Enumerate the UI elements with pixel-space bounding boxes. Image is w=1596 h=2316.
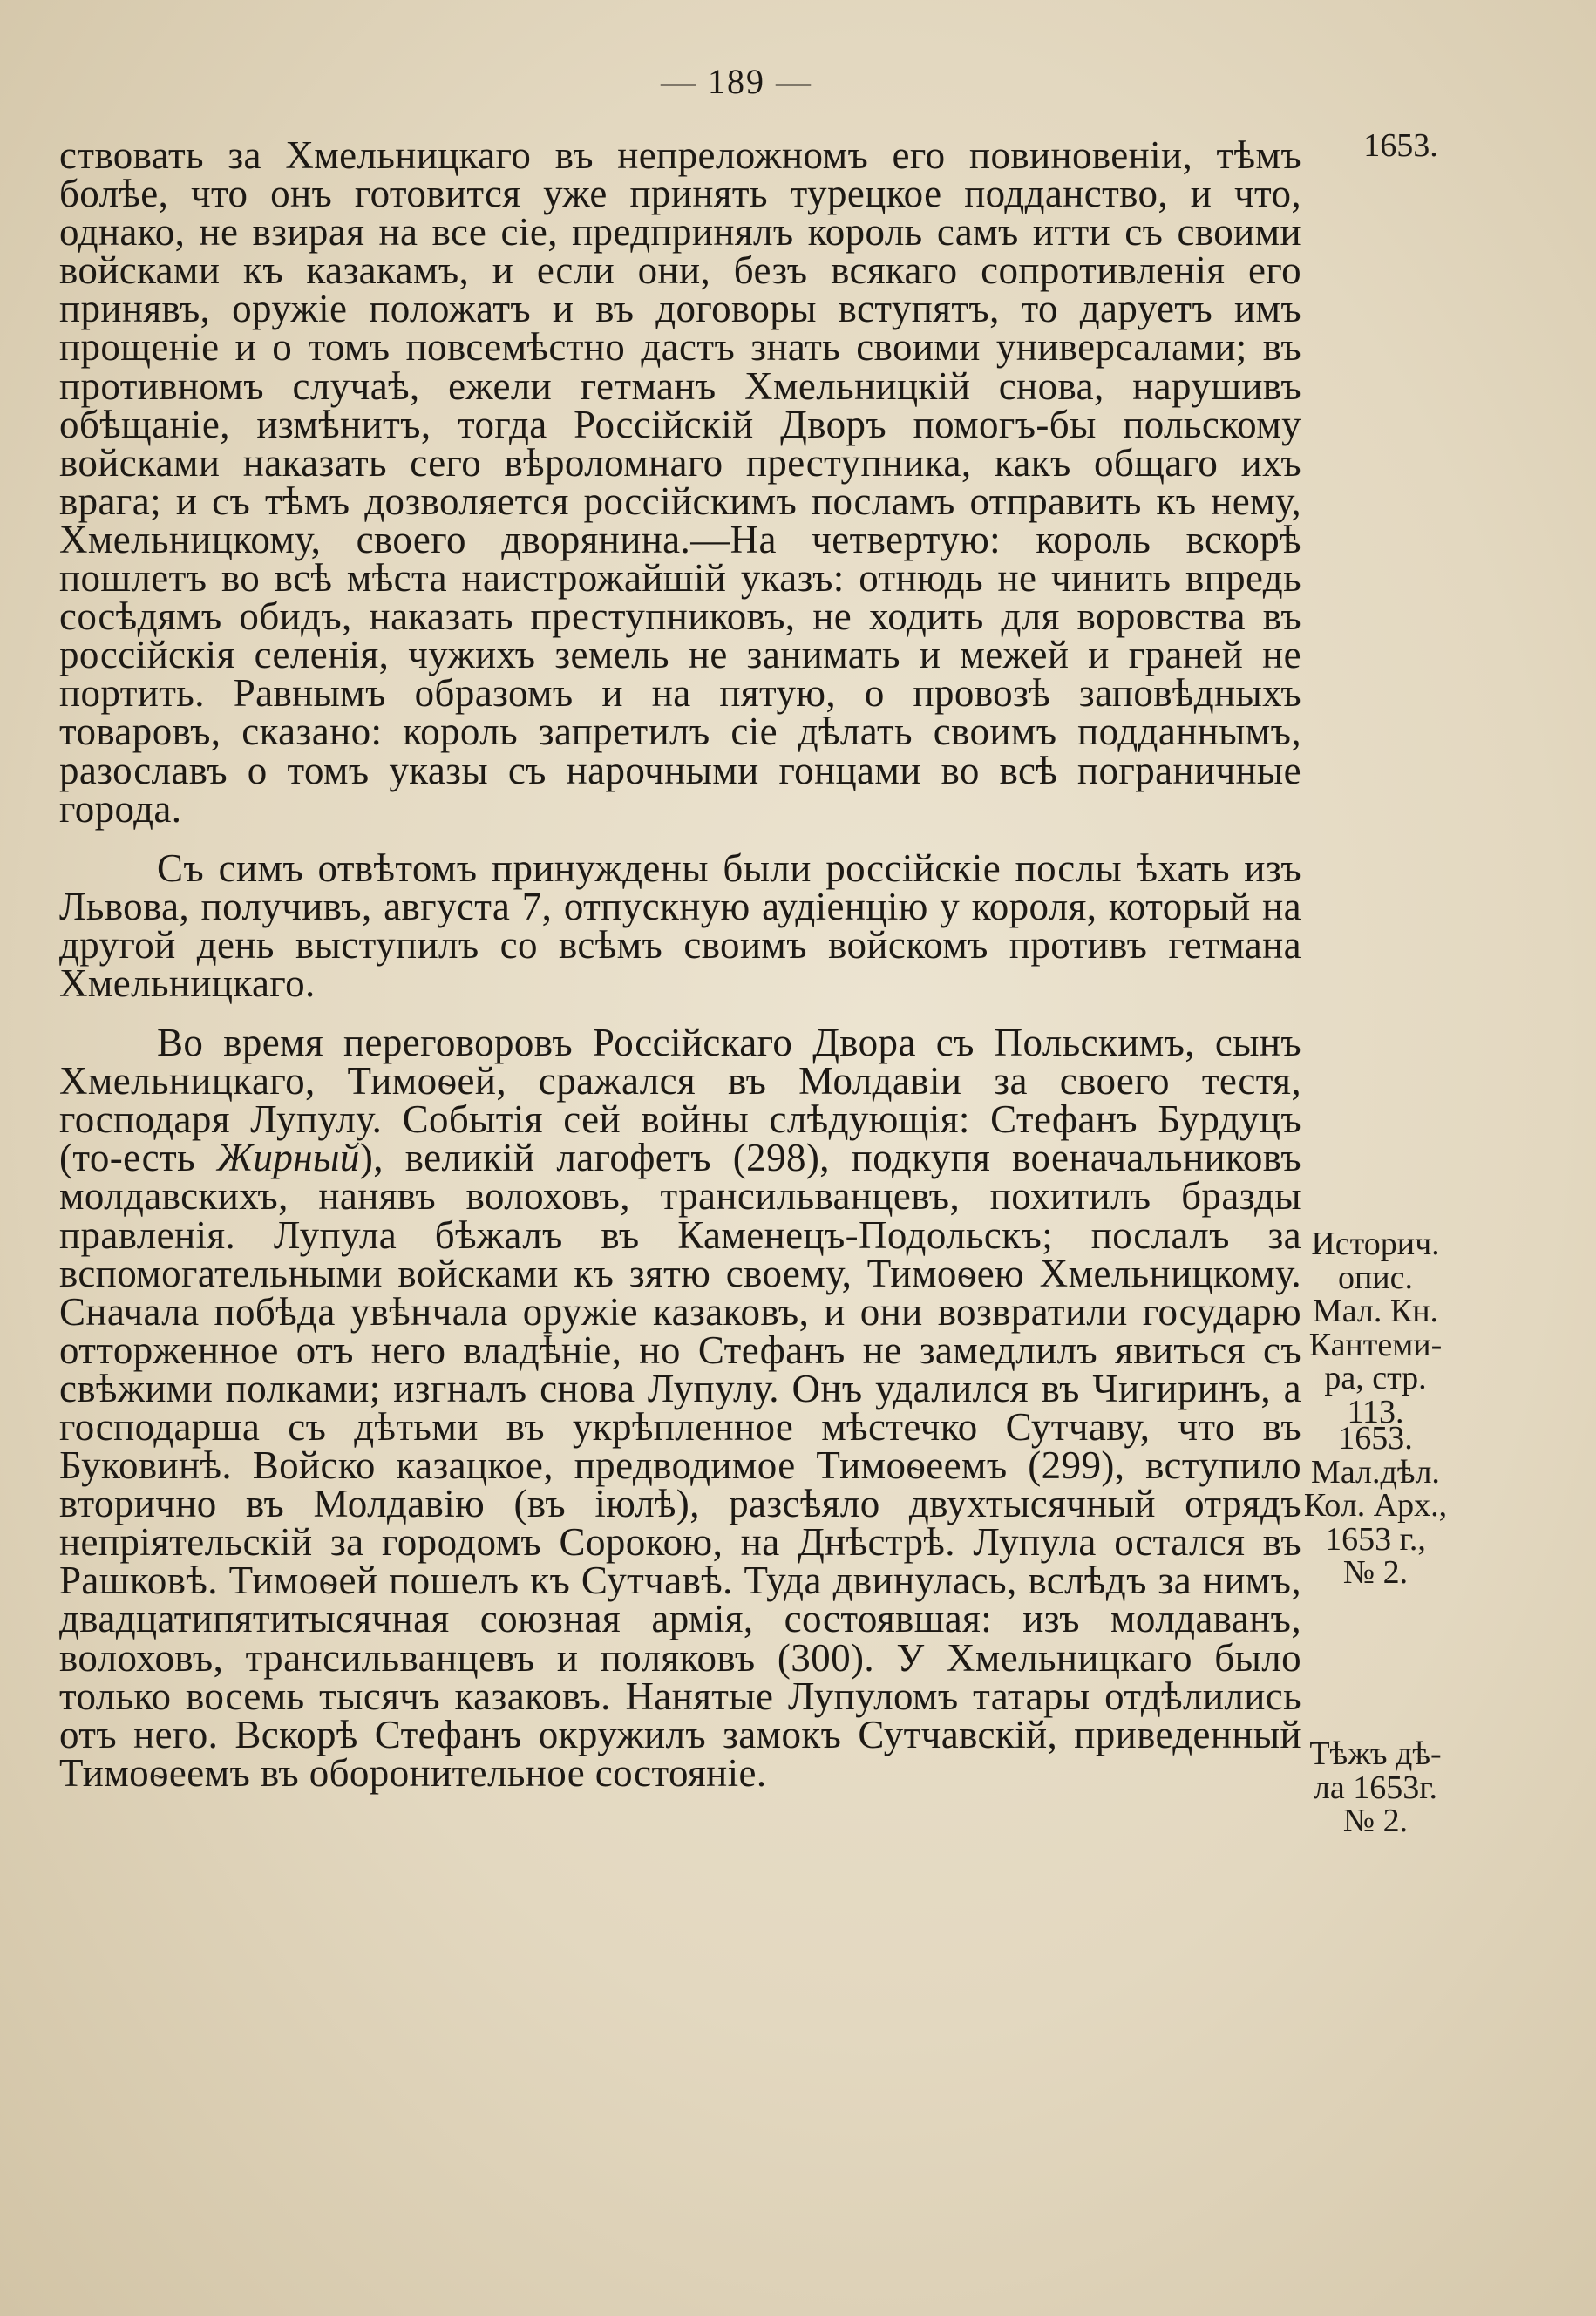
paragraph-2: Съ симъ отвѣтомъ принуждены были россійскіе послы ѣхать изъ Львова, получивъ, августа 7, отпускную аудіенцію у короля, который на другой день выступилъ со всѣмъ своимъ войскомъ противъ гетмана Хмельницкаго. xyxy=(59,846,1301,1005)
margin-note-source-archive: 1653. Мал.дѣл. Кол. Арх., 1653 г., № 2. xyxy=(1303,1420,1448,1591)
paragraph-3-part-1: Во время переговоровъ Россійскаго Двора съ Польскимъ, сынъ Хмельницкаго, Тимоѳей, сражался въ Молдавіи за своего тестя, господаря Лупулу. Событія сей войны слѣдующія: Стефанъ Бурдуцъ (то-есть xyxy=(59,1021,1301,1180)
page-number: — 189 — xyxy=(661,62,812,101)
margin-note-source-kantemir: Историч. опис. Мал. Кн. Кантеми- ра, стр. 113. xyxy=(1308,1226,1443,1430)
paragraph-1: ствовать за Хмельницкаго въ непреложномъ его повиновеніи, тѣмъ болѣе, что онъ готовится уже принять турецкое подданство, и что, однако, не взирая на все сіе, предпринялъ король самъ итти съ своими войсками къ казакамъ, и если они, безъ всякаго сопротивленія его принявъ, оружіе положатъ и въ договоры вступятъ, то даруетъ имъ прощеніе и о томъ повсемѣстно дастъ знать своими универсалами; въ противномъ случаѣ, ежели гетманъ Хмельницкій снова, нарушивъ обѣщаніе, измѣнитъ, тогда Россійскій Дворъ помогъ-бы польскому войсками наказать сего вѣроломнаго преступника, какъ общаго ихъ врага; и съ тѣмъ дозволяется россійскимъ посламъ отправить къ нему, Хмельницкому, своего дворянина.—На четвертую: король вскорѣ пошлетъ во всѣ мѣста наистрожайшій указъ: отнюдь не чинить впредь сосѣдямъ обидъ, наказать преступниковъ, не ходить для воровства въ россійскія селенія, чужихъ земель не занимать и межей и граней не портить. Равнымъ образомъ и на пятую, о провозѣ заповѣдныхъ товаровъ, сказано: король запретилъ сіе дѣлать своимъ подданнымъ, разославъ о томъ указы съ нарочными гонцами во всѣ пограничные города. xyxy=(59,133,1301,831)
paragraph-3-part-2: ), великій лагофетъ (298), подкупя военачальниковъ молдавскихъ, нанявъ волоховъ, трансильванцевъ, похитилъ бразды правленія. Лупула бѣжалъ въ Каменецъ-Подольскъ; послалъ за вспомогательными войсками къ зятю своему, Тимоѳею Хмельницкому. Сначала побѣда увѣнчала оружіе казаковъ, и они возвратили государю отторженное отъ него владѣніе, но Стефанъ не замедлилъ явиться съ свѣжими полками; изгналъ снова Лупулу. Онъ удалился въ Чигиринъ, а господарша съ дѣтьми въ укрѣпленное мѣстечко Сутчаву, что въ Буковинѣ. Войско казацкое, предводимое Тимоѳеемъ (299), вступило вторично въ Молдавію (въ іюлѣ), разсѣяло двухтысячный отрядъ непріятельскій за городомъ Сорокою, на Днѣстрѣ. Лупула остался въ Рашковѣ. Тимоѳей пошелъ къ Сутчавѣ. Туда двинулась, вслѣдъ за нимъ, двадцатипятитысячная союзная армія, состоявшая: изъ молдаванъ, волоховъ, трансильванцевъ и поляковъ (300). У Хмельницкаго было только восемь тысячъ казаковъ. Нанятые Лупуломъ татары отдѣлились отъ него. Вскорѣ Стефанъ окружилъ замокъ Сутчавскій, приведенный Тимоѳеемъ въ оборонительное состояніе. xyxy=(59,1136,1301,1795)
margin-note-source-same-case: Тѣжъ дѣ- ла 1653г. № 2. xyxy=(1309,1735,1442,1839)
paragraph-3 xyxy=(59,1021,1301,1795)
paragraph-3-italic-term: Жирный xyxy=(216,1136,360,1180)
margin-note-year: 1653. xyxy=(1363,127,1438,164)
main-text xyxy=(59,133,1301,1795)
